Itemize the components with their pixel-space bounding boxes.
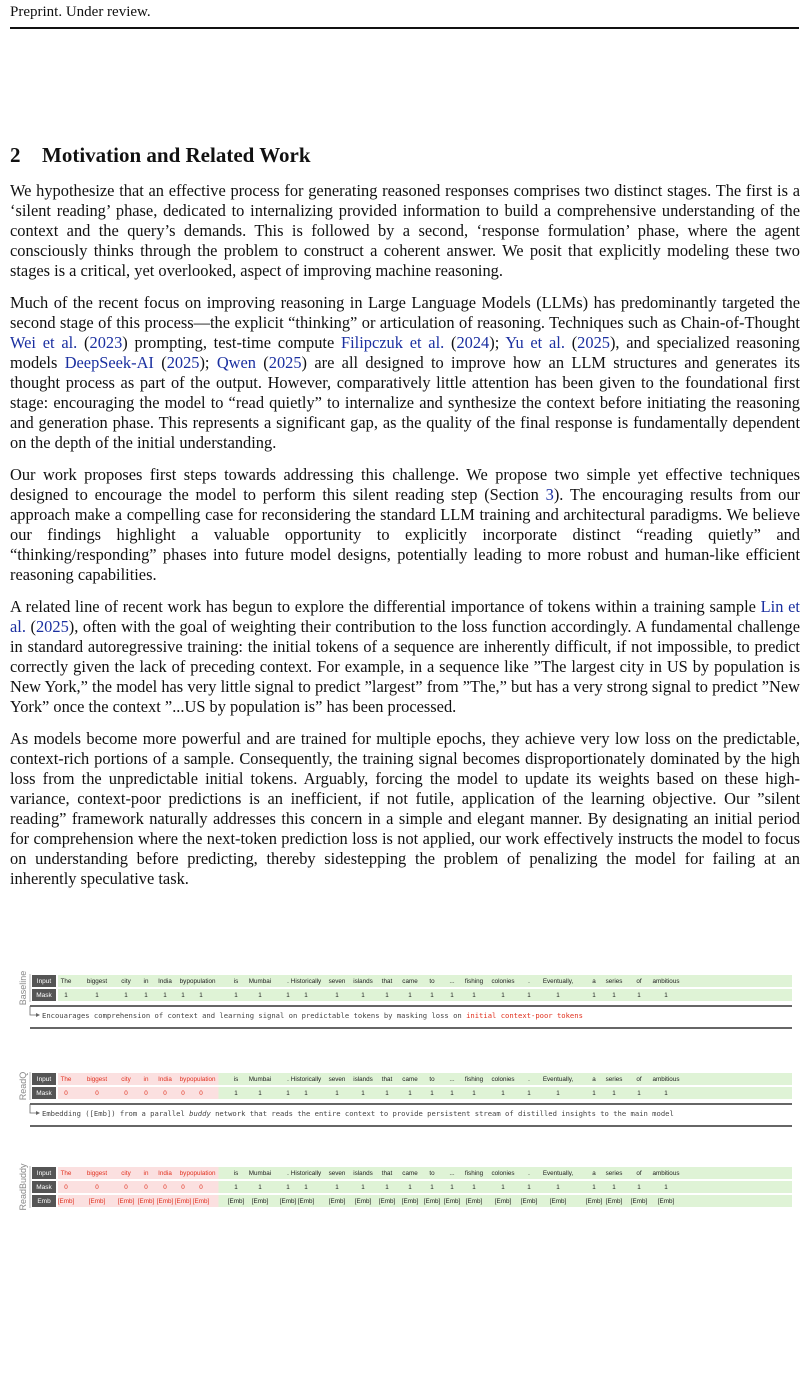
mask-value: 1 [556,992,560,999]
token-cell: The [60,978,72,985]
token-cell: that [381,978,393,985]
mask-value: 1 [408,1184,412,1191]
token-cell: population [186,1076,216,1083]
paragraph-text: Much of the recent focus on improving reasoning in Large Language Models (LLMs) has predominantly targeted the second stage of this process—the explicit “thinking” or articulation of reasoning. Techniques such as Chain-of-Thought [10,293,800,332]
token-cell: Mumbai [248,978,272,985]
token-cell: Eventually, [542,1170,574,1177]
embedding-cell: [Emb] [57,1198,75,1205]
row-label: Input [36,1076,52,1083]
token-cell: . [287,1170,289,1177]
paragraph-text: ) prompting, test-time compute [122,333,342,352]
row-label: Input [36,978,52,985]
mask-value: 0 [181,1184,185,1191]
paragraph-text: ( [153,353,167,372]
embedding-cell: [Emb] [657,1198,675,1205]
paragraph-text: ( [77,333,90,352]
mask-value: 1 [199,992,203,999]
mask-value: 0 [95,1090,99,1097]
token-cell: a [592,1170,596,1177]
mask-value: 1 [335,1184,339,1191]
mask-value: 0 [124,1090,128,1097]
mask-value: 1 [181,992,185,999]
token-cell: is [233,978,239,985]
embedding-cell: [Emb] [156,1198,174,1205]
paragraph [10,465,800,585]
token-cell: Historically [290,1170,322,1177]
token-cell: series [605,978,623,985]
token-cell: Historically [290,1076,322,1083]
paragraph-text: ( [255,353,269,372]
embedding-cell: [Emb] [279,1198,297,1205]
token-cell: came [402,978,418,985]
token-cell: is [233,1076,239,1083]
token-cell: India [158,1170,172,1177]
mask-value: 0 [199,1184,203,1191]
mask-value: 1 [304,1090,308,1097]
mask-value: 0 [64,1090,68,1097]
mask-value: 1 [385,1184,389,1191]
token-cell: came [402,1076,418,1083]
mask-value: 1 [430,1184,434,1191]
paragraph-text: ) are all designed to improve how an LLM structures and generates its thought process as part of the output. However, comparatively little attention has been given to the foundational first stage: encouraging the model to “read quietly” to internalize and synthesize the context before initiating the reasoning and generation phase. This represents a significant gap, as the quality of the final response is fundamentally dependent on the depth of the initial understanding. [10,353,800,452]
header-rule [10,27,799,29]
embedding-cell: [Emb] [605,1198,623,1205]
mask-value: 1 [361,1184,365,1191]
mask-value: 1 [612,1090,616,1097]
token-cell: is [233,1170,239,1177]
paragraph [10,293,800,453]
token-cell: seven [328,1076,346,1083]
token-cell: by [179,1076,187,1083]
token-cell: biggest [86,1170,108,1177]
note-text: Embedding ([Emb]) from a parallel [42,1109,190,1118]
token-cell: to [429,978,435,985]
mask-value: 0 [181,1090,185,1097]
token-cell: fishing [464,1170,484,1177]
citation-link[interactable]: 2025 [35,617,69,636]
mask-value: 1 [361,992,365,999]
mask-value: 1 [234,1090,238,1097]
mask-value: 0 [163,1090,167,1097]
token-cell: by [179,978,187,985]
embedding-cell: [Emb] [297,1198,315,1205]
token-cell: by [179,1170,187,1177]
citation-link[interactable]: 2025 [268,353,302,372]
citation-link[interactable]: 2024 [456,333,490,352]
token-cell: India [158,978,172,985]
embedding-cell: [Emb] [88,1198,106,1205]
mask-value: 1 [592,992,596,999]
embedding-cell: [Emb] [630,1198,648,1205]
citation-link[interactable]: 2023 [89,333,123,352]
mask-value: 0 [64,1184,68,1191]
note-arrow-icon [36,1013,40,1017]
paragraph-text: ), often with the goal of weighting their contribution to the loss function accordingly. A fundamental challenge in standard autoregressive training: the initial tokens of a sequence are inherently difficult, if not impossible, to predict correctly given the lack of preceding context. For example, in a sequence like ”The largest city in US by population is New York,” the model has very little signal to predict ”largest” from ”The,” but has a very strong signal to predict ”New York” once the context ”...US by population is” has been processed. [10,617,800,716]
citation-link[interactable]: DeepSeek-AI [64,353,154,372]
token-cell: seven [328,978,346,985]
embedding-cell: [Emb] [401,1198,419,1205]
mask-value: 1 [637,1184,641,1191]
mask-value: 1 [450,1184,454,1191]
token-cell: ... [449,1170,455,1177]
mask-value: 1 [258,992,262,999]
mask-value: 1 [527,1090,531,1097]
token-cell: . [528,978,530,985]
embedding-cell: [Emb] [549,1198,567,1205]
token-cell: . [528,1076,530,1083]
token-cell: that [381,1076,393,1083]
note-text: Encouarages comprehension of context and learning signal on predictable tokens by masking loss on [42,1011,467,1020]
token-cell: fishing [464,1076,484,1083]
token-cell: Eventually, [542,978,574,985]
mask-value: 1 [304,992,308,999]
token-cell: The [60,1170,72,1177]
figure-caption-faded [155,1344,159,1361]
mask-value: 1 [664,992,668,999]
token-cell: series [605,1170,623,1177]
token-cell: India [158,1076,172,1083]
mask-value: 1 [556,1184,560,1191]
mask-value: 1 [335,992,339,999]
paragraph-text: A related line of recent work has begun to explore the differential importance of tokens within a training sample [10,597,761,616]
mask-value: 1 [430,992,434,999]
mask-value: 1 [361,1090,365,1097]
citation-link[interactable]: 2025 [166,353,200,372]
mask-value: 1 [527,992,531,999]
citation-link[interactable]: Lin et al. [10,597,800,636]
figure-diagram [14,968,795,1328]
paragraph-text: Our work proposes first steps towards addressing this challenge. We propose two simple yet effective techniques designed to encourage the model to perform this silent reading step (Section [10,465,800,504]
row-label: Emb [37,1198,51,1205]
mask-value: 1 [385,1090,389,1097]
token-cell: of [636,1170,642,1177]
citation-link[interactable]: Yu et al. [505,333,565,352]
mask-value: 1 [592,1090,596,1097]
token-cell: of [636,1076,642,1083]
mask-value: 1 [501,1184,505,1191]
mask-value: 1 [637,992,641,999]
embedding-cell: [Emb] [117,1198,135,1205]
figure [14,968,795,1328]
paragraph-text: ); [489,333,506,352]
embedding-cell: [Emb] [328,1198,346,1205]
row-background-masked [58,1087,219,1099]
embedding-cell: [Emb] [354,1198,372,1205]
citation-link[interactable]: 3 [545,485,554,504]
mask-value: 1 [501,1090,505,1097]
mask-value: 1 [258,1090,262,1097]
token-cell: colonies [491,1076,515,1083]
mask-value: 1 [408,992,412,999]
mask-value: 0 [144,1090,148,1097]
token-cell: The [60,1076,72,1083]
token-cell: ambitious [652,978,680,985]
token-cell: colonies [491,978,515,985]
mask-value: 1 [637,1090,641,1097]
body-text [10,181,800,901]
paragraph-text: ( [564,333,578,352]
mask-value: 1 [124,992,128,999]
embedding-cell: [Emb] [465,1198,483,1205]
mask-value: 1 [258,1184,262,1191]
mask-value: 1 [95,992,99,999]
mask-value: 1 [472,1090,476,1097]
mask-value: 1 [163,992,167,999]
note-connector [30,1104,36,1113]
token-cell: colonies [491,1170,515,1177]
embedding-cell: [Emb] [378,1198,396,1205]
token-cell: that [381,1170,393,1177]
mask-value: 1 [612,992,616,999]
mask-value: 1 [450,1090,454,1097]
mask-value: 1 [430,1090,434,1097]
token-cell: Eventually, [542,1076,574,1083]
mask-value: 1 [592,1184,596,1191]
paragraph-text: ), and specialized reasoning models [10,333,801,372]
token-cell: population [186,978,216,985]
band-note [42,1109,674,1118]
token-cell: fishing [464,978,484,985]
embedding-cell: [Emb] [174,1198,192,1205]
mask-value: 0 [95,1184,99,1191]
note-highlight: initial context-poor tokens [466,1011,583,1020]
token-cell: ambitious [652,1170,680,1177]
token-cell: ambitious [652,1076,680,1083]
row-label: Mask [36,1090,52,1097]
mask-value: 1 [64,992,68,999]
mask-value: 1 [234,1184,238,1191]
mask-value: 1 [450,992,454,999]
mask-value: 1 [385,992,389,999]
band-note [42,1011,583,1020]
token-cell: ... [449,1076,455,1083]
token-cell: Mumbai [248,1076,272,1083]
mask-value: 0 [124,1184,128,1191]
mask-value: 1 [234,992,238,999]
token-cell: islands [353,978,373,985]
token-cell: of [636,978,642,985]
token-cell: a [592,978,596,985]
token-cell: to [429,1170,435,1177]
citation-link[interactable]: 2025 [577,333,610,352]
token-cell: . [287,1076,289,1083]
note-text: network that reads the entire context to provide persistent stream of distilled insights to the main model [210,1109,674,1118]
token-cell: . [528,1170,530,1177]
paragraph [10,597,800,717]
section-number: 2 [10,143,21,167]
paragraph [10,181,800,281]
token-cell: in [143,1076,149,1083]
mask-value: 1 [664,1184,668,1191]
token-cell: in [143,1170,149,1177]
embedding-cell: [Emb] [227,1198,245,1205]
token-cell: in [143,978,149,985]
embedding-cell: [Emb] [443,1198,461,1205]
row-background-masked [58,1181,219,1193]
band-label: ReadBuddy [18,1163,28,1211]
paragraph-text: ). The encouraging results from our approach make a compelling case for reconsidering the standard LLM training and architectural paradigms. We believe our findings highlight a valuable opportunity to explicitly incorporate distinct “reading quietly” and “thinking/responding” phases into future model designs, potentially leading to more robust and human-like efficient reasoning capabilities. [10,485,801,584]
paragraph-text: We hypothesize that an effective process for generating reasoned responses comprises two distinct stages. The first is a ‘silent reading’ phase, dedicated to internalizing provided information to build a comprehensive understanding of the context and the query’s demands. This is followed by a second, ‘response formulation’ phase, where the agent consciously thinks through the problem to construct a coherent answer. We posit that explicitly modeling these two stages is a critical, yet overlooked, aspect of improving machine reasoning. [10,181,800,280]
mask-value: 1 [408,1090,412,1097]
token-cell: biggest [86,1076,108,1083]
note-emphasis: buddy [189,1109,211,1118]
running-header: Preprint. Under review. [10,4,151,20]
token-cell: series [605,1076,623,1083]
token-cell: seven [328,1170,346,1177]
band-label: ReadQ [18,1071,28,1101]
citation-link[interactable]: Wei et al. [10,333,78,352]
mask-value: 1 [144,992,148,999]
mask-value: 1 [664,1090,668,1097]
embedding-cell: [Emb] [585,1198,603,1205]
band-label: Baseline [18,970,28,1006]
mask-value: 1 [472,992,476,999]
token-cell: Mumbai [248,1170,272,1177]
embedding-cell: [Emb] [192,1198,210,1205]
embedding-cell: [Emb] [494,1198,512,1205]
paragraph [10,729,800,889]
paragraph-text: As models become more powerful and are trained for multiple epochs, they achieve very low loss on the predictable, context-rich portions of a sample. Consequently, the training signal becomes disproportionately dominated by the high loss from the unpredictable initial tokens. Arguably, forcing the model to update its weights based on these high-variance, context-poor predictions is an inefficient, if not futile, application of the learning objective. Our ”silent reading” framework naturally addresses this concern in a simple and elegant manner. By designating an initial period for comprehension where the next-token prediction loss is not applied, our work effectively instructs the model to focus on understanding before predicting, thereby sidestepping the problem of penalizing the model for failing at an inherently speculative task. [10,729,800,888]
note-arrow-icon [36,1111,40,1115]
token-cell: . [287,978,289,985]
mask-value: 1 [527,1184,531,1191]
mask-value: 1 [612,1184,616,1191]
token-cell: came [402,1170,418,1177]
token-cell: islands [353,1076,373,1083]
embedding-cell: [Emb] [520,1198,538,1205]
token-cell: islands [353,1170,373,1177]
paragraph-text: ( [444,333,457,352]
section-title: Motivation and Related Work [42,143,311,167]
citation-link[interactable]: Qwen [216,353,256,372]
mask-value: 0 [163,1184,167,1191]
token-cell: to [429,1076,435,1083]
embedding-cell: [Emb] [423,1198,441,1205]
row-background [58,989,792,1001]
mask-value: 1 [304,1184,308,1191]
mask-value: 1 [286,992,290,999]
token-cell: city [121,1076,131,1083]
mask-value: 1 [472,1184,476,1191]
mask-value: 0 [144,1184,148,1191]
note-connector [30,1006,36,1015]
mask-value: 1 [501,992,505,999]
embedding-cell: [Emb] [251,1198,269,1205]
mask-value: 1 [286,1090,290,1097]
mask-value: 0 [199,1090,203,1097]
token-cell: city [121,978,131,985]
row-label: Mask [36,992,52,999]
citation-link[interactable]: Filipczuk et al. [341,333,445,352]
mask-value: 1 [286,1184,290,1191]
token-cell: Historically [290,978,322,985]
row-label: Input [36,1170,52,1177]
row-label: Mask [36,1184,52,1191]
token-cell: population [186,1170,216,1177]
token-cell: biggest [86,978,108,985]
mask-value: 1 [335,1090,339,1097]
token-cell: ... [449,978,455,985]
paragraph-text: ( [25,617,36,636]
mask-value: 1 [556,1090,560,1097]
embedding-cell: [Emb] [137,1198,155,1205]
token-cell: city [121,1170,131,1177]
section-heading [10,143,311,168]
token-cell: a [592,1076,596,1083]
paragraph-text: ); [199,353,217,372]
